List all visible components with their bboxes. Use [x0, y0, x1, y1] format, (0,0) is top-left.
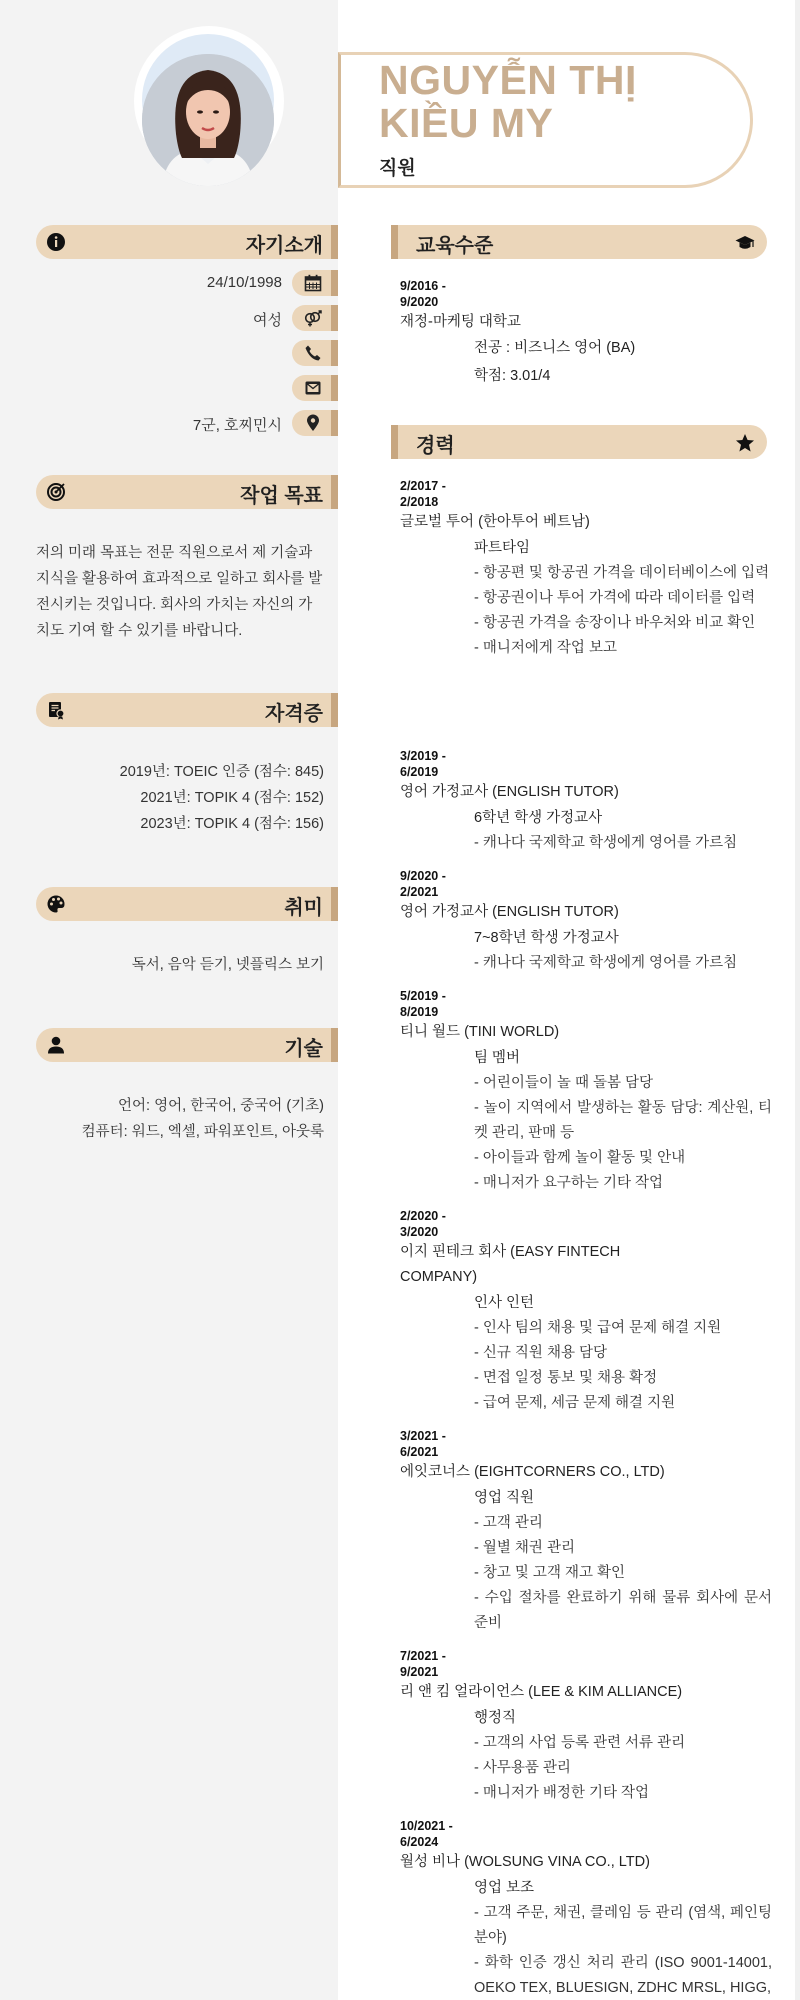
experience-position: 행정직 — [474, 1710, 517, 1726]
user-icon — [46, 1035, 66, 1055]
name-header — [338, 52, 753, 188]
experience-position: 영업 보조 — [474, 1880, 535, 1896]
experience-bullet: - 매니저가 배정한 기타 작업 — [474, 1785, 650, 1801]
experience-company: 글로벌 투어 (한아투어 베트남) — [400, 514, 590, 530]
experience-entry — [400, 1208, 772, 1416]
experience-entry — [400, 868, 772, 976]
experience-bullet: - 어린이들이 놀 때 돌봄 담당 — [474, 1075, 654, 1091]
education-school: 재정-마케팅 대학교 — [400, 314, 521, 330]
experience-bullet: - 면접 일정 통보 및 채용 확정 — [474, 1370, 658, 1386]
skills-heading — [36, 1028, 338, 1062]
experience-company: 에잇코너스 (EIGHTCORNERS CO., LTD) — [400, 1464, 665, 1480]
experience-heading — [391, 425, 767, 459]
contact-birthday — [36, 270, 338, 296]
education-major: 전공 : 비즈니스 영어 (BA) — [474, 340, 636, 356]
profile-photo — [142, 54, 274, 186]
experience-date: 2/2017 - 2/2018 — [400, 479, 446, 509]
experience-bullet: - 고객의 사업 등록 관련 서류 관리 — [474, 1735, 686, 1751]
experience-title: 경력 — [416, 435, 455, 457]
experience-bullet: - 수입 절차를 완료하기 위해 물류 회사에 문서 준비 — [474, 1590, 772, 1631]
objective-title: 작업 목표 — [240, 485, 323, 507]
experience-company: 리 앤 킴 얼라이언스 (LEE & KIM ALLIANCE) — [400, 1684, 683, 1700]
education-entry — [400, 278, 772, 389]
graduation-cap-icon — [735, 233, 755, 253]
experience-bullet: - 캐나다 국제학교 학생에게 영어를 가르침 — [474, 955, 738, 971]
address-text: 7군, 호찌민시 — [192, 417, 282, 434]
gender-icon — [304, 309, 322, 327]
profile-photo-frame — [134, 26, 284, 186]
education-title: 교육수준 — [416, 235, 494, 257]
experience-company: 영어 가정교사 (ENGLISH TUTOR) — [400, 784, 619, 800]
hobbies-heading — [36, 887, 338, 921]
target-icon — [46, 482, 66, 502]
skills-list — [36, 1093, 324, 1145]
experience-date: 3/2019 - 6/2019 — [400, 749, 446, 779]
candidate-role: 직원 — [379, 158, 416, 179]
experience-position: 팀 멤버 — [474, 1050, 521, 1066]
experience-date: 7/2021 - 9/2021 — [400, 1649, 446, 1679]
experience-date: 9/2020 - 2/2021 — [400, 869, 446, 899]
left-column — [0, 0, 338, 2000]
experience-bullet: - 매니저에게 작업 보고 — [474, 640, 617, 656]
education-heading — [391, 225, 767, 259]
experience-bullet: - 창고 및 고객 재고 확인 — [474, 1565, 626, 1581]
objective-text: 저의 미래 목표는 전문 직원으로서 제 기술과 지식을 활용하여 효과적으로 일하고 회사를 발전시키는 것입니다. 회사의 가치는 자신의 가치도 기여 할 수 있기를 바랍니다. — [36, 545, 323, 639]
experience-company: 영어 가정교사 (ENGLISH TUTOR) — [400, 904, 619, 920]
experience-bullet: - 신규 직원 채용 담당 — [474, 1345, 607, 1361]
experience-position: 영업 직원 — [474, 1490, 535, 1506]
experience-bullet: - 고객 관리 — [474, 1515, 543, 1531]
experience-bullet: - 고객 주문, 채권, 클레임 등 관리 (염색, 페인팅 분야) — [474, 1905, 772, 1946]
hobbies-title: 취미 — [284, 897, 323, 919]
experience-company: 이지 핀테크 회사 (EASY FINTECH COMPANY) — [400, 1244, 621, 1285]
experience-bullet: - 화학 인증 갱신 처리 관리 (ISO 9001-14001, OEKO TEX, BLUESIGN, ZDHC MRSL, HIGG, — [474, 1955, 772, 1996]
education-date: 9/2016 - 9/2020 — [400, 279, 446, 309]
experience-bullet: - 항공권 가격을 송장이나 바우처와 비교 확인 — [474, 615, 756, 631]
experience-date: 2/2020 - 3/2020 — [400, 1209, 446, 1239]
experience-bullet: - 사무용품 관리 — [474, 1760, 571, 1776]
experience-bullet: - 아이들과 함께 놀이 활동 및 안내 — [474, 1150, 686, 1166]
gender-text: 여성 — [253, 312, 282, 329]
experience-position: 7~8학년 학생 가정교사 — [474, 930, 619, 946]
experience-position: 6학년 학생 가정교사 — [474, 810, 603, 826]
experience-bullet: - 놀이 지역에서 발생하는 활동 담당: 계산원, 티켓 관리, 판매 등 — [474, 1100, 772, 1141]
phone-icon — [304, 344, 322, 362]
about-heading — [36, 225, 338, 259]
contact-address — [36, 410, 338, 436]
certificate-icon — [46, 700, 66, 720]
objective-heading — [36, 475, 338, 509]
candidate-name: NGUYỄN THỊ KIỀU MY — [379, 57, 637, 146]
birthday-text: 24/10/1998 — [206, 274, 282, 291]
experience-bullet: - 항공권이나 투어 가격에 따라 데이터를 입력 — [474, 590, 756, 606]
experience-entry — [400, 1818, 772, 2000]
calendar-icon — [304, 274, 322, 292]
skill-item: 컴퓨터: 워드, 엑셀, 파워포인트, 아웃룩 — [81, 1124, 324, 1140]
experience-bullet: - 월별 채권 관리 — [474, 1540, 575, 1556]
experience-entry — [400, 1428, 772, 1636]
hobbies-text: 독서, 음악 듣기, 넷플릭스 보기 — [131, 957, 324, 973]
experience-company: 티니 월드 (TINI WORLD) — [400, 1024, 560, 1040]
info-icon — [46, 232, 66, 252]
location-pin-icon — [304, 414, 322, 432]
experience-position: 파트타임 — [474, 540, 531, 556]
experience-entry — [400, 748, 772, 856]
certificate-item: 2021년: TOPIK 4 (점수: 152) — [140, 790, 324, 806]
about-title: 자기소개 — [245, 235, 323, 257]
experience-entry — [400, 478, 772, 661]
certificate-item: 2023년: TOPIK 4 (점수: 156) — [140, 816, 324, 832]
certificate-item: 2019년: TOEIC 인증 (점수: 845) — [119, 764, 324, 780]
experience-bullet: - 급여 문제, 세금 문제 해결 지원 — [474, 1395, 676, 1411]
page-edge — [795, 0, 800, 2000]
certificates-title: 자격증 — [265, 703, 323, 725]
contact-email — [36, 375, 338, 401]
contact-gender — [36, 305, 338, 331]
palette-icon — [46, 894, 66, 914]
experience-company: 월성 비나 (WOLSUNG VINA CO., LTD) — [400, 1854, 650, 1870]
experience-bullet: - 항공편 및 항공권 가격을 데이터베이스에 입력 — [474, 565, 770, 581]
skills-title: 기술 — [284, 1038, 323, 1060]
star-icon — [735, 433, 755, 453]
experience-bullet: - 매니저가 요구하는 기타 작업 — [474, 1175, 664, 1191]
contact-phone — [36, 340, 338, 366]
envelope-icon — [304, 379, 322, 397]
experience-bullet: - 인사 팀의 채용 및 급여 문제 해결 지원 — [474, 1320, 722, 1336]
skill-item: 언어: 영어, 한국어, 중국어 (기초) — [118, 1098, 324, 1114]
education-gpa: 학점: 3.01/4 — [474, 368, 551, 384]
experience-bullet: - 캐나다 국제학교 학생에게 영어를 가르침 — [474, 835, 738, 851]
experience-date: 5/2019 - 8/2019 — [400, 989, 446, 1019]
experience-date: 3/2021 - 6/2021 — [400, 1429, 446, 1459]
experience-entry — [400, 988, 772, 1196]
certificates-heading — [36, 693, 338, 727]
experience-position: 인사 인턴 — [474, 1295, 535, 1311]
experience-entry — [400, 1648, 772, 1806]
experience-date: 10/2021 - 6/2024 — [400, 1819, 453, 1849]
certificates-list — [36, 759, 324, 837]
